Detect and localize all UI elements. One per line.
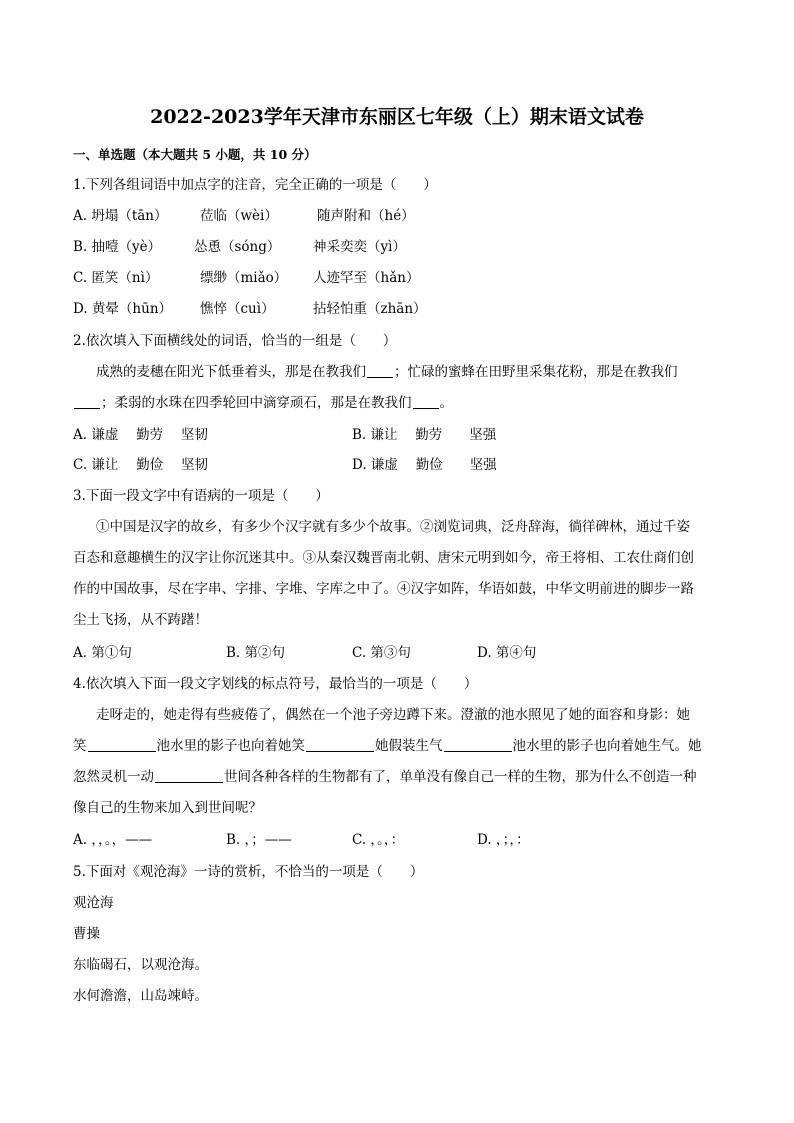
page-title: 2022-2023学年天津市东丽区七年级（上）期末语文试卷 (150, 106, 644, 128)
poem-line: 东临碣石，以观沧海。 (73, 957, 208, 973)
q2-passage-line-2: ；柔弱的水珠在四季轮回中滴穿顽石，那是在教我们 。 (73, 393, 453, 413)
answer-blank (88, 737, 156, 752)
q3-passage-line: 尘土飞扬，从不踌躇！ (73, 612, 208, 628)
q4-passage-line: 像自己的生物来加入到世间呢？ (73, 800, 262, 816)
q3-passage-line: 作的中国故事，尽在字串、字排、字堆、字库之中了。④汉字如阵，华语如鼓，中华文明前进的脚步一路 (73, 581, 694, 597)
answer-blank (413, 394, 439, 409)
q2-passage-line-1: 成熟的麦穗在阳光下低垂着头，那是在教我们 ；忙碌的蜜蜂在田野里采集花粉，那是在教我们 (96, 364, 678, 380)
section-heading: 一、单选题（本大题共 5 小题，共 10 分） (73, 147, 317, 162)
poem-author: 曹操 (73, 926, 100, 942)
answer-blank (306, 737, 374, 752)
q4-passage-line: 走呀走的，她走得有些疲倦了，偶然在一个池子旁边蹲下来。澄澈的池水照见了她的面容和身影：她 (96, 707, 690, 723)
answer-blank (74, 394, 100, 409)
q3-passage-line: 百态和意趣横生的汉字让你沉迷其中。③从秦汉魏晋南北朝、唐宋元明到如今，帝王将相、工农仕商们创 (73, 550, 694, 566)
poem-line: 水何澹澹，山岛竦峙。 (73, 988, 208, 1004)
answer-blank (444, 737, 512, 752)
exam-page: 2022-2023学年天津市东丽区七年级（上）期末语文试卷 一、单选题（本大题共 5 小题，共 10 分） 1.下列各组词语中加点字的注音，完全正确的一项是（ ） A. 坍塌（tān） 莅临（wèi） 随声附和（hé） B. 抽噎（yè） 怂恿（sóng） 神采奕奕（yì） C. 匿笑（nì） 缥缈（miǎo） 人迹罕至（hǎn） D. 黄晕（hūn） 憔悴（cuì） 拈轻怕重（zhān） 2.依次填入下面横线处的词语，恰当的一组是（ ） 成熟的麦穗在阳光下低垂着头，那是在教我们 ；忙碌的蜜蜂在田野里采集花粉，那是在教我们 ；柔弱的水珠在四季轮回中滴穿顽石，那是在教我们 。 A. 谦虚 勤劳 坚韧 B. 谦让 勤劳 坚强 C. 谦让 勤俭 坚韧 D. 谦虚 勤俭 坚强 3.下面一段文字中有语病的一项是（ ） ①中国是汉字的故乡，有多少个汉字就有多少个故事。②浏览词典，泛舟辞海，徜徉碑林，通过千姿 百态和意趣横生的汉字让你沉迷其中。③从秦汉魏晋南北朝、唐宋元明到如今，帝王将相、工农仕商们创 作的中国故事，尽在字串、字排、字堆、字库之中了。④汉字如阵，华语如鼓，中华文明前进的脚步一路 尘土飞扬，从不踌躇！ A. 第①句 B. 第②句 C. 第③句 D. 第④句 4.依次填入下面一段文字划线的标点符号，最恰当的一项是（ ） 走呀走的，她走得有些疲倦了，偶然在一个池子旁边蹲下来。澄澈的池水照见了她的面容和身影：她 笑 池水里的影子也向着她笑 她假装生气 池水里的影子也向着她生气。她 忽然灵机一动 世间各种各样的生物都有了，单单没有像自己一样的生物，那为什么不创造一种 像自己的生物来加入到世间呢？ A. ，，。，—— B. ，；—— C. ，。，： D. ，；，： 5.下面对《观沧海》一诗的赏析，不恰当的一项是（ ） 观沧海 曹操 东临碣石，以观沧海。 水何澹澹，山岛竦峙。 (0, 0, 794, 1123)
poem-title: 观沧海 (73, 895, 114, 911)
q4-passage-line: 忽然灵机一动 世间各种各样的生物都有了，单单没有像自己一样的生物，那为什么不创造一种 (73, 769, 697, 785)
answer-blank (367, 363, 393, 378)
question-5-stem: 5.下面对《观沧海》一诗的赏析，不恰当的一项是（ ） (73, 864, 424, 880)
question-4-stem: 4.依次填入下面一段文字划线的标点符号，最恰当的一项是（ ） (73, 676, 478, 692)
question-2-stem: 2.依次填入下面横线处的词语，恰当的一组是（ ） (73, 333, 397, 349)
q4-passage-line: 笑 池水里的影子也向着她笑 她假装生气 池水里的影子也向着她生气。她 (73, 738, 702, 754)
q3-passage-line: ①中国是汉字的故乡，有多少个汉字就有多少个故事。②浏览词典，泛舟辞海，徜徉碑林，通过千姿 (96, 519, 690, 535)
answer-blank (155, 768, 223, 783)
question-1-stem: 1.下列各组词语中加点字的注音，完全正确的一项是（ ） (73, 177, 437, 193)
question-3-stem: 3.下面一段文字中有语病的一项是（ ） (73, 488, 329, 504)
